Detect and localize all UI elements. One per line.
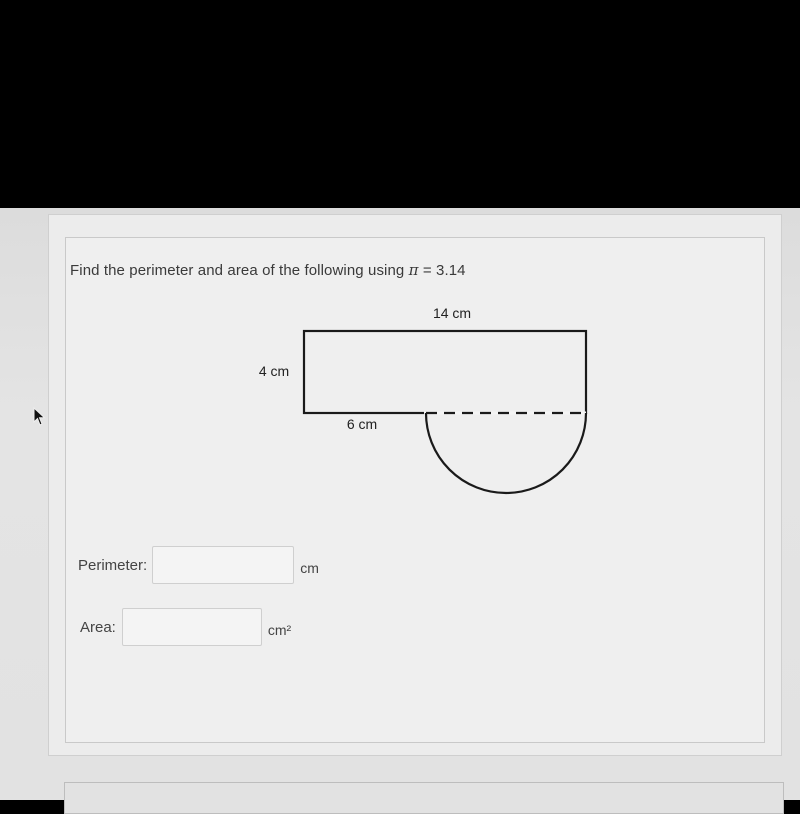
question-suffix: = 3.14 — [418, 262, 466, 279]
area-input[interactable] — [122, 608, 262, 646]
area-row — [80, 608, 291, 646]
figure-rectangle — [304, 331, 586, 413]
label-6cm: 6 cm — [346, 416, 378, 432]
perimeter-unit: cm — [300, 560, 319, 576]
question-prefix: Find the perimeter and area of the following using — [70, 262, 409, 279]
perimeter-row — [78, 546, 319, 584]
perimeter-label: Perimeter: — [78, 556, 148, 574]
label-14cm: 14 cm — [432, 305, 472, 321]
mouse-pointer-icon — [33, 407, 47, 427]
label-4cm: 4 cm — [258, 363, 290, 379]
area-unit: cm² — [267, 622, 292, 638]
area-label: Area: — [80, 618, 116, 636]
next-question-card — [64, 782, 784, 814]
pi-symbol: π — [408, 261, 419, 279]
figure-semicircle — [426, 413, 586, 493]
perimeter-input[interactable] — [152, 546, 294, 584]
